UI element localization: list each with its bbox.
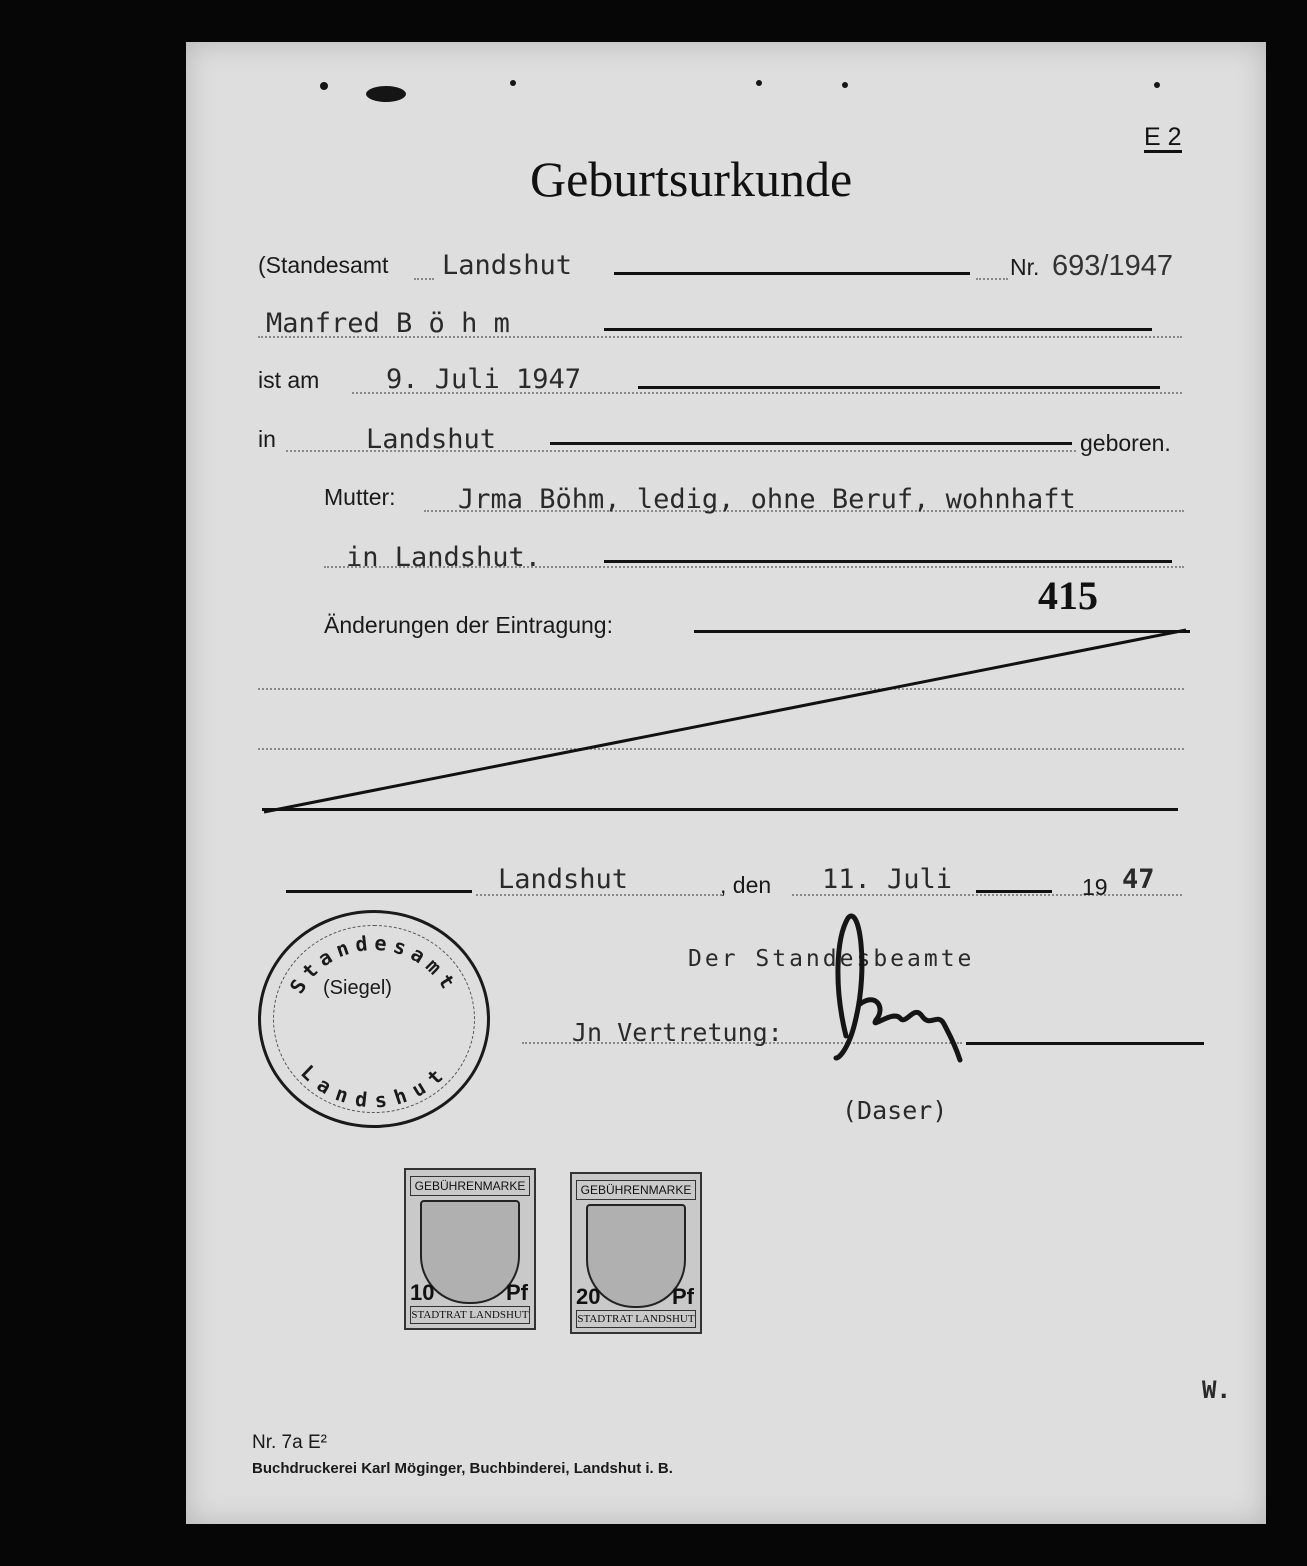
margin-mark: W. xyxy=(1202,1376,1231,1404)
issue-date: 11. Juli xyxy=(822,864,953,895)
stamp-unit: Pf xyxy=(506,1280,528,1305)
printer-imprint: Buchdruckerei Karl Möginger, Buchbinderei, Landshut i. B. xyxy=(252,1460,673,1477)
stamp-header: GEBÜHRENMARKE xyxy=(576,1180,696,1200)
fee-stamp xyxy=(404,1168,536,1330)
mother-label: Mutter: xyxy=(324,484,396,510)
birth-date-label: ist am xyxy=(258,367,320,393)
fill-line xyxy=(286,890,472,893)
document-title: Geburtsurkunde xyxy=(530,151,853,207)
stamp-footer: STADTRAT LANDSHUT xyxy=(576,1310,696,1328)
changes-label: Änderungen der Eintragung: xyxy=(324,612,613,638)
mother-details-line1: Jrma Böhm, ledig, ohne Beruf, wohnhaft xyxy=(458,484,1076,515)
stamp-value: 10 xyxy=(410,1280,435,1305)
issue-year-prefix: 19 xyxy=(1082,874,1108,900)
coat-of-arms-icon xyxy=(420,1200,520,1304)
stamp-header: GEBÜHRENMARKE xyxy=(410,1176,530,1196)
handwritten-signature xyxy=(826,908,976,1078)
registry-nr-label: Nr. xyxy=(1010,254,1040,280)
seal-lettering xyxy=(261,913,487,1125)
seal-bottom-text: Landshut xyxy=(296,1060,452,1113)
stamp-footer: STADTRAT LANDSHUT xyxy=(410,1306,530,1324)
official-seal xyxy=(258,910,490,1128)
strike-through-diagonal xyxy=(186,42,1266,842)
child-name: Manfred B ö h m xyxy=(266,308,510,339)
mother-details-line2: in Landshut. xyxy=(346,542,542,573)
birth-place: Landshut xyxy=(366,424,497,455)
coat-of-arms-icon xyxy=(586,1204,686,1308)
seal-label: (Siegel) xyxy=(323,977,392,999)
registry-office: Landshut xyxy=(442,250,573,281)
issue-year-suffix: 47 xyxy=(1122,864,1155,895)
fill-line xyxy=(976,890,1052,893)
official-name: (Daser) xyxy=(842,1096,948,1125)
seal-top-text: Standesamt xyxy=(284,930,464,998)
birth-place-label: in xyxy=(258,426,276,452)
form-number: Nr. 7a E² xyxy=(252,1432,327,1453)
birth-date: 9. Juli 1947 xyxy=(386,364,582,395)
stamp-unit: Pf xyxy=(672,1284,694,1309)
born-suffix: geboren. xyxy=(1080,430,1171,456)
fee-stamp xyxy=(570,1172,702,1334)
registration-number: 415 xyxy=(1038,573,1098,618)
certificate-sheet xyxy=(186,42,1266,1524)
signature-line xyxy=(966,1042,1204,1045)
svg-text:Landshut xyxy=(296,1060,452,1113)
registry-nr: 693/1947 xyxy=(1052,250,1173,282)
form-code: E 2 xyxy=(1144,123,1182,151)
issue-date-label: , den xyxy=(720,872,772,898)
deputy-label: Jn Vertretung: xyxy=(572,1018,783,1047)
registry-label: (Standesamt xyxy=(258,252,389,278)
issue-place: Landshut xyxy=(498,864,629,895)
stamp-value: 20 xyxy=(576,1284,601,1309)
official-title: Der Standesbeamte xyxy=(688,946,975,972)
